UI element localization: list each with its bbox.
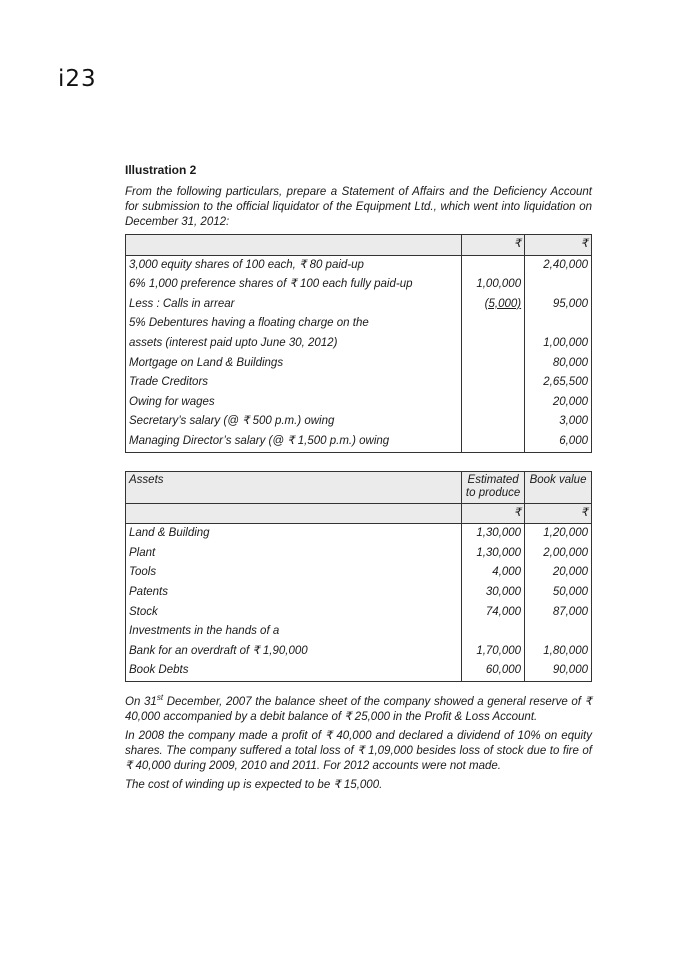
document-body: [125, 163, 592, 797]
particulars-cell: Trade Creditors: [126, 373, 462, 393]
book-value-cell: [525, 622, 592, 642]
table-row: [126, 563, 592, 583]
estimated-cell: 4,000: [462, 563, 525, 583]
estimated-cell: 74,000: [462, 603, 525, 623]
particulars-cell: Less : Calls in arrear: [126, 295, 462, 315]
book-value-cell: 90,000: [525, 661, 592, 681]
book-value-cell: 1,80,000: [525, 642, 592, 662]
particulars-cell: 3,000 equity shares of 100 each, ₹ 80 paid-up: [126, 255, 462, 275]
particulars-cell: Mortgage on Land & Buildings: [126, 354, 462, 374]
total-cell: 2,40,000: [525, 255, 592, 275]
amount-cell: [462, 373, 525, 393]
estimated-cell: 60,000: [462, 661, 525, 681]
particulars-cell: Owing for wages: [126, 393, 462, 413]
particulars-cell: 6% 1,000 preference shares of ₹ 100 each fully paid-up: [126, 275, 462, 295]
asset-name-cell: Plant: [126, 544, 462, 564]
particulars-cell: 5% Debentures having a floating charge on the: [126, 314, 462, 334]
book-value-cell: 2,00,000: [525, 544, 592, 564]
header-cell-rupee: ₹: [462, 235, 525, 256]
unit-cell-rupee: ₹: [525, 503, 592, 524]
amount-cell: [462, 432, 525, 452]
asset-name-cell: Patents: [126, 583, 462, 603]
total-cell: 20,000: [525, 393, 592, 413]
amount-cell: [462, 255, 525, 275]
total-cell: 80,000: [525, 354, 592, 374]
total-cell: 2,65,500: [525, 373, 592, 393]
table-row: [126, 295, 592, 315]
para1-start: On 31: [125, 695, 157, 708]
amount-cell: 1,00,000: [462, 275, 525, 295]
assets-header-row: [126, 471, 592, 503]
para1-rest: December, 2007 the balance sheet of the company showed a general reserve of ₹ 40,000 accompanied by a debit balance of ₹ 25,000 in the Profit & Loss Account.: [125, 695, 592, 723]
ordinal-suffix: st: [156, 692, 164, 702]
total-cell: 95,000: [525, 295, 592, 315]
table-row: [126, 354, 592, 374]
profit-loss-paragraph: In 2008 the company made a profit of ₹ 40,000 and declared a dividend of 10% on equity shares. The company suffered a total loss of ₹ 1,09,000 besides loss of stock due to fire of ₹ 40,000 during 2009, 2010 and 2011. For 2012 accounts were not made.: [125, 729, 592, 772]
illustration-heading: Illustration 2: [125, 163, 197, 177]
book-value-cell: 20,000: [525, 563, 592, 583]
table-row: [126, 373, 592, 393]
total-cell: [525, 314, 592, 334]
estimated-cell: 30,000: [462, 583, 525, 603]
calls-in-arrear-amount: (5,000): [484, 297, 522, 310]
balance-sheet-paragraph: [125, 690, 592, 725]
table-row: [126, 275, 592, 295]
particulars-cell: Managing Director’s salary (@ ₹ 1,500 p.m.) owing: [126, 432, 462, 452]
estimated-header-cell: Estimated to produce: [462, 471, 525, 503]
amount-cell: [462, 412, 525, 432]
unit-cell: [126, 503, 462, 524]
table-row: [126, 661, 592, 681]
assets-header-cell: Assets: [126, 471, 462, 503]
table-row: [126, 432, 592, 452]
book-value-cell: 1,20,000: [525, 524, 592, 544]
liabilities-header-row: [126, 235, 592, 256]
total-cell: [525, 275, 592, 295]
asset-name-cell: Book Debts: [126, 661, 462, 681]
unit-cell-rupee: ₹: [462, 503, 525, 524]
estimated-cell: 1,30,000: [462, 544, 525, 564]
winding-up-cost-paragraph: The cost of winding up is expected to be ₹ 15,000.: [125, 778, 383, 791]
header-cell: [126, 235, 462, 256]
asset-name-cell: Bank for an overdraft of ₹ 1,90,000: [126, 642, 462, 662]
amount-cell: [462, 393, 525, 413]
table-row: [126, 412, 592, 432]
total-cell: 3,000: [525, 412, 592, 432]
table-row: [126, 524, 592, 544]
particulars-cell: assets (interest paid upto June 30, 2012): [126, 334, 462, 354]
book-value-header-cell: Book value: [525, 471, 592, 503]
liabilities-table: [125, 234, 592, 453]
table-row: [126, 393, 592, 413]
page-number: i23: [58, 66, 97, 92]
estimated-cell: [462, 622, 525, 642]
estimated-cell: 1,30,000: [462, 524, 525, 544]
total-cell: 6,000: [525, 432, 592, 452]
estimated-cell: 1,70,000: [462, 642, 525, 662]
table-row: [126, 642, 592, 662]
particulars-cell: Secretary’s salary (@ ₹ 500 p.m.) owing: [126, 412, 462, 432]
amount-cell: [462, 314, 525, 334]
asset-name-cell: Investments in the hands of a: [126, 622, 462, 642]
assets-table: [125, 471, 592, 682]
table-row: [126, 314, 592, 334]
table-row: [126, 603, 592, 623]
book-value-cell: 87,000: [525, 603, 592, 623]
amount-cell: [462, 354, 525, 374]
assets-units-row: [126, 503, 592, 524]
total-cell: 1,00,000: [525, 334, 592, 354]
asset-name-cell: Land & Building: [126, 524, 462, 544]
table-row: [126, 544, 592, 564]
book-value-cell: 50,000: [525, 583, 592, 603]
header-cell-rupee: ₹: [525, 235, 592, 256]
table-row: [126, 255, 592, 275]
table-row: [126, 334, 592, 354]
table-row: [126, 622, 592, 642]
intro-paragraph: From the following particulars, prepare a Statement of Affairs and the Deficiency Account for submission to the official liquidator of the Equipment Ltd., which went into liquidation on December 31, 2012:: [125, 186, 592, 228]
asset-name-cell: Stock: [126, 603, 462, 623]
table-row: [126, 583, 592, 603]
amount-cell: [462, 334, 525, 354]
asset-name-cell: Tools: [126, 563, 462, 583]
amount-cell: [462, 295, 525, 315]
